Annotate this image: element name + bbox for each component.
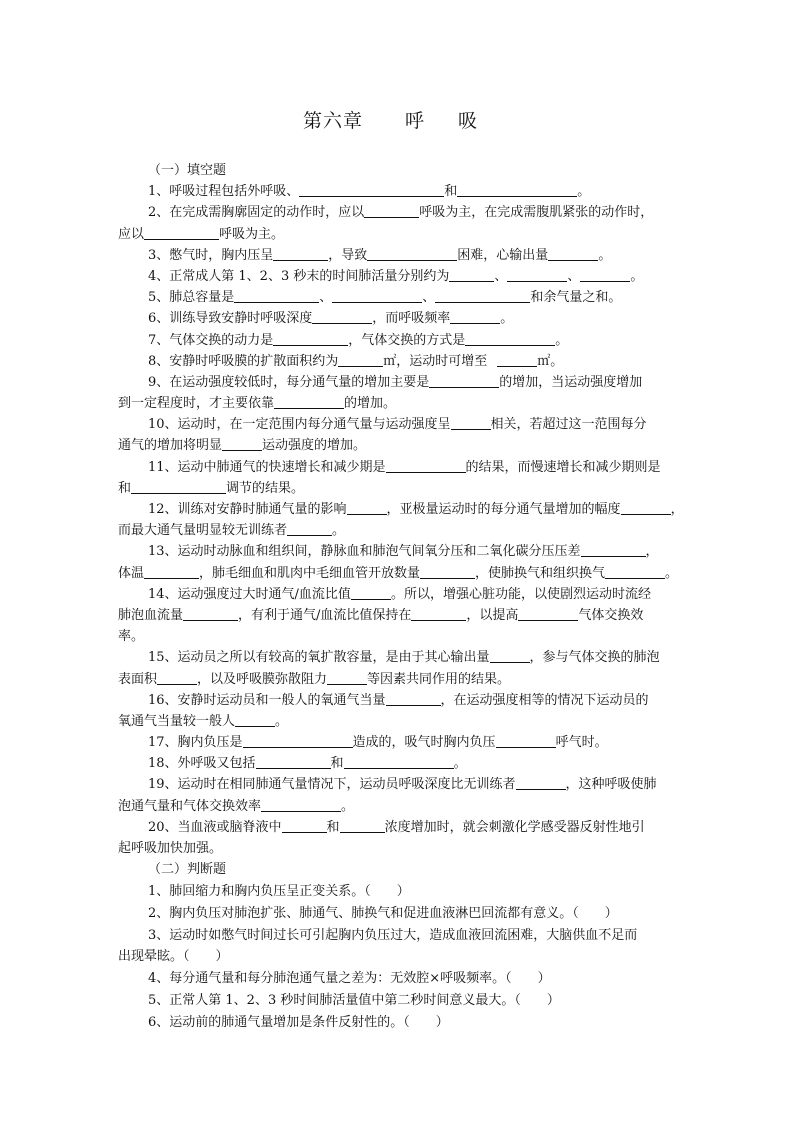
answer-blank[interactable] — [273, 247, 328, 261]
section-heading-true-false: （二）判断题 — [148, 862, 227, 878]
judge-question-3: 3、运动时如憋气时间过长可引起胸内负压过大，造成血液回流困难，大脑供血不足而 — [148, 927, 638, 943]
chapter-title — [0, 106, 794, 133]
answer-blank[interactable] — [234, 289, 319, 303]
question-15: 15、运动员之所以有较高的氧扩散容量，是由于其心输出量 ，参与气体交换的肺泡 — [148, 650, 660, 666]
question-2-cont: 应以 呼吸为主。 — [118, 226, 285, 242]
answer-blank[interactable] — [273, 332, 348, 346]
answer-blank[interactable] — [435, 289, 530, 303]
question-17: 17、胸内负压是 造成的，吸气时胸内负压 呼气时。 — [148, 735, 608, 751]
answer-blank[interactable] — [332, 289, 422, 303]
answer-blank[interactable] — [222, 437, 262, 451]
question-6: 6、训练导致安静时呼吸深度 ，而呼吸频率 。 — [148, 311, 514, 327]
answer-blank[interactable] — [465, 332, 555, 346]
answer-blank[interactable] — [282, 819, 327, 833]
answer-blank[interactable] — [312, 310, 372, 324]
answer-blank[interactable] — [449, 268, 494, 282]
question-16: 16、安静时运动员和一般人的氧通气当量 ，在运动强度相等的情况下运动员的 — [148, 692, 649, 708]
question-19: 19、运动时在相同肺通气量情况下，运动员呼吸深度比无训练者 ，这种呼吸使肺 — [148, 777, 657, 793]
answer-blank[interactable] — [451, 416, 491, 430]
answer-blank[interactable] — [420, 565, 475, 579]
question-16-cont: 氧通气当量较一般人 。 — [118, 713, 289, 729]
question-11-cont: 和 调节的结果。 — [118, 480, 305, 496]
answer-blank[interactable] — [581, 543, 646, 557]
answer-blank[interactable] — [340, 819, 385, 833]
answer-blank[interactable] — [299, 183, 444, 197]
question-12-cont: 而最大通气量明显较无训练者 。 — [118, 523, 346, 539]
answer-blank[interactable] — [621, 501, 671, 515]
answer-blank[interactable] — [347, 501, 387, 515]
question-content — [118, 160, 728, 1034]
answer-blank[interactable] — [287, 522, 332, 536]
section-heading-fill-in: （一）填空题 — [148, 163, 227, 178]
answer-blank[interactable] — [243, 734, 353, 748]
question-7: 7、气体交换的动力是 ，气体交换的方式是 。 — [148, 332, 569, 348]
answer-blank[interactable] — [327, 671, 367, 685]
question-10: 10、运动时，在一定范围内每分通气量与运动强度呈 相关，若超过这一范围每分 — [148, 417, 647, 433]
answer-blank[interactable] — [261, 798, 341, 812]
answer-blank[interactable] — [496, 734, 556, 748]
question-14-cont: 肺泡血流量 ，有利于通气/血流比值保持在 ，以提高 气体交换效 — [118, 607, 644, 623]
answer-blank[interactable] — [580, 268, 630, 282]
answer-blank[interactable] — [490, 649, 530, 663]
question-5: 5、肺总容量是 、 、 和余气量之和。 — [148, 290, 622, 306]
answer-blank[interactable] — [386, 692, 441, 706]
question-4: 4、正常成人第 1、2、3 秒末的时间肺活量分别约为 、 、 。 — [148, 268, 644, 284]
question-8: 8、安静时呼吸膜的扩散面积约为 ㎡，运动时可增至 ㎡。 — [148, 353, 564, 369]
answer-blank[interactable] — [131, 480, 226, 494]
judge-question-6: 6、运动前的肺通气量增加是条件反射性的。（ ） — [148, 1014, 449, 1030]
question-9: 9、在运动强度较低时，每分通气量的增加主要是 的增加，当运动强度增加 — [148, 374, 643, 390]
question-13-cont: 体温 ，肺毛细血和肌肉中毛细血管开放数量 ，使肺换气和组织换气 。 — [118, 565, 679, 581]
answer-blank[interactable] — [338, 353, 383, 367]
answer-blank[interactable] — [344, 755, 454, 769]
question-2: 2、在完成需胸廓固定的动作时，应以 呼吸为主，在完成需腹肌紧张的动作时， — [148, 205, 654, 221]
answer-blank[interactable] — [411, 607, 466, 621]
question-18: 18、外呼吸又包括 和 。 — [148, 756, 467, 772]
answer-blank[interactable] — [144, 226, 219, 240]
answer-blank[interactable] — [457, 183, 577, 197]
answer-blank[interactable] — [429, 374, 499, 388]
question-9-cont: 到一定程度时，才主要依靠 的增加。 — [118, 396, 397, 412]
answer-blank[interactable] — [548, 247, 598, 261]
judge-question-2: 2、胸内负压对肺泡扩张、肺通气、肺换气和促进血液淋巴回流都有意义。（ ） — [148, 905, 618, 921]
answer-blank[interactable] — [367, 247, 457, 261]
answer-blank[interactable] — [605, 565, 665, 579]
question-3: 3、憋气时，胸内压呈 ，导致 困难，心输出量 。 — [148, 247, 612, 263]
question-14-cont2: 率。 — [118, 629, 145, 645]
answer-blank[interactable] — [256, 755, 331, 769]
true-false-section — [118, 859, 728, 1033]
answer-blank[interactable] — [351, 586, 391, 600]
chapter-number: 第六章 — [302, 110, 363, 132]
judge-question-4: 4、每分通气量和每分肺泡通气量之差为：无效腔×呼吸频率。（ ） — [148, 971, 551, 987]
chapter-name: 呼 吸 — [404, 110, 492, 132]
judge-question-3-cont: 出现晕眩。（ ） — [118, 949, 229, 965]
answer-blank[interactable] — [386, 459, 466, 473]
answer-blank[interactable] — [507, 268, 567, 282]
question-1: 1、呼吸过程包括外呼吸、 和 。 — [148, 184, 591, 200]
question-14: 14、运动强度过大时通气/血流比值 。所以，增强心脏功能，以使剧烈运动时流经 — [148, 586, 651, 602]
question-13: 13、运动时动脉血和组织间，静脉血和肺泡气间氧分压和二氧化碳分压压差 ， — [148, 544, 659, 560]
answer-blank[interactable] — [364, 204, 419, 218]
question-19-cont: 泡通气量和气体交换效率 。 — [118, 798, 355, 814]
question-15-cont: 表面积 ，以及呼吸膜弥散阻力 等因素共同作用的结果。 — [118, 671, 511, 687]
question-11: 11、运动中肺通气的快速增长和减少期是 的结果，而慢速增长和减少期则是 — [148, 459, 661, 475]
answer-blank[interactable] — [157, 671, 197, 685]
answer-blank[interactable] — [518, 607, 578, 621]
judge-question-1: 1、肺回缩力和胸内负压呈正变关系。（ ） — [148, 883, 410, 899]
question-20-cont: 起呼吸加快加强。 — [118, 841, 223, 856]
answer-blank[interactable] — [235, 713, 275, 727]
question-10-cont: 通气的增加将明显 运动强度的增加。 — [118, 438, 367, 454]
answer-blank[interactable] — [183, 607, 238, 621]
answer-blank[interactable] — [497, 353, 537, 367]
answer-blank[interactable] — [516, 776, 566, 790]
answer-blank[interactable] — [144, 565, 199, 579]
answer-blank[interactable] — [274, 395, 344, 409]
answer-blank[interactable] — [450, 310, 500, 324]
judge-question-5: 5、正常人第 1、2、3 秒时间肺活量值中第二秒时间意义最大。（ ） — [148, 992, 560, 1008]
question-20: 20、当血液或脑脊液中 和 浓度增加时，就会刺激化学感受器反射性地引 — [148, 819, 645, 835]
question-12: 12、训练对安静时肺通气量的影响 ，亚极量运动时的每分通气量增加的幅度 ， — [148, 502, 684, 517]
